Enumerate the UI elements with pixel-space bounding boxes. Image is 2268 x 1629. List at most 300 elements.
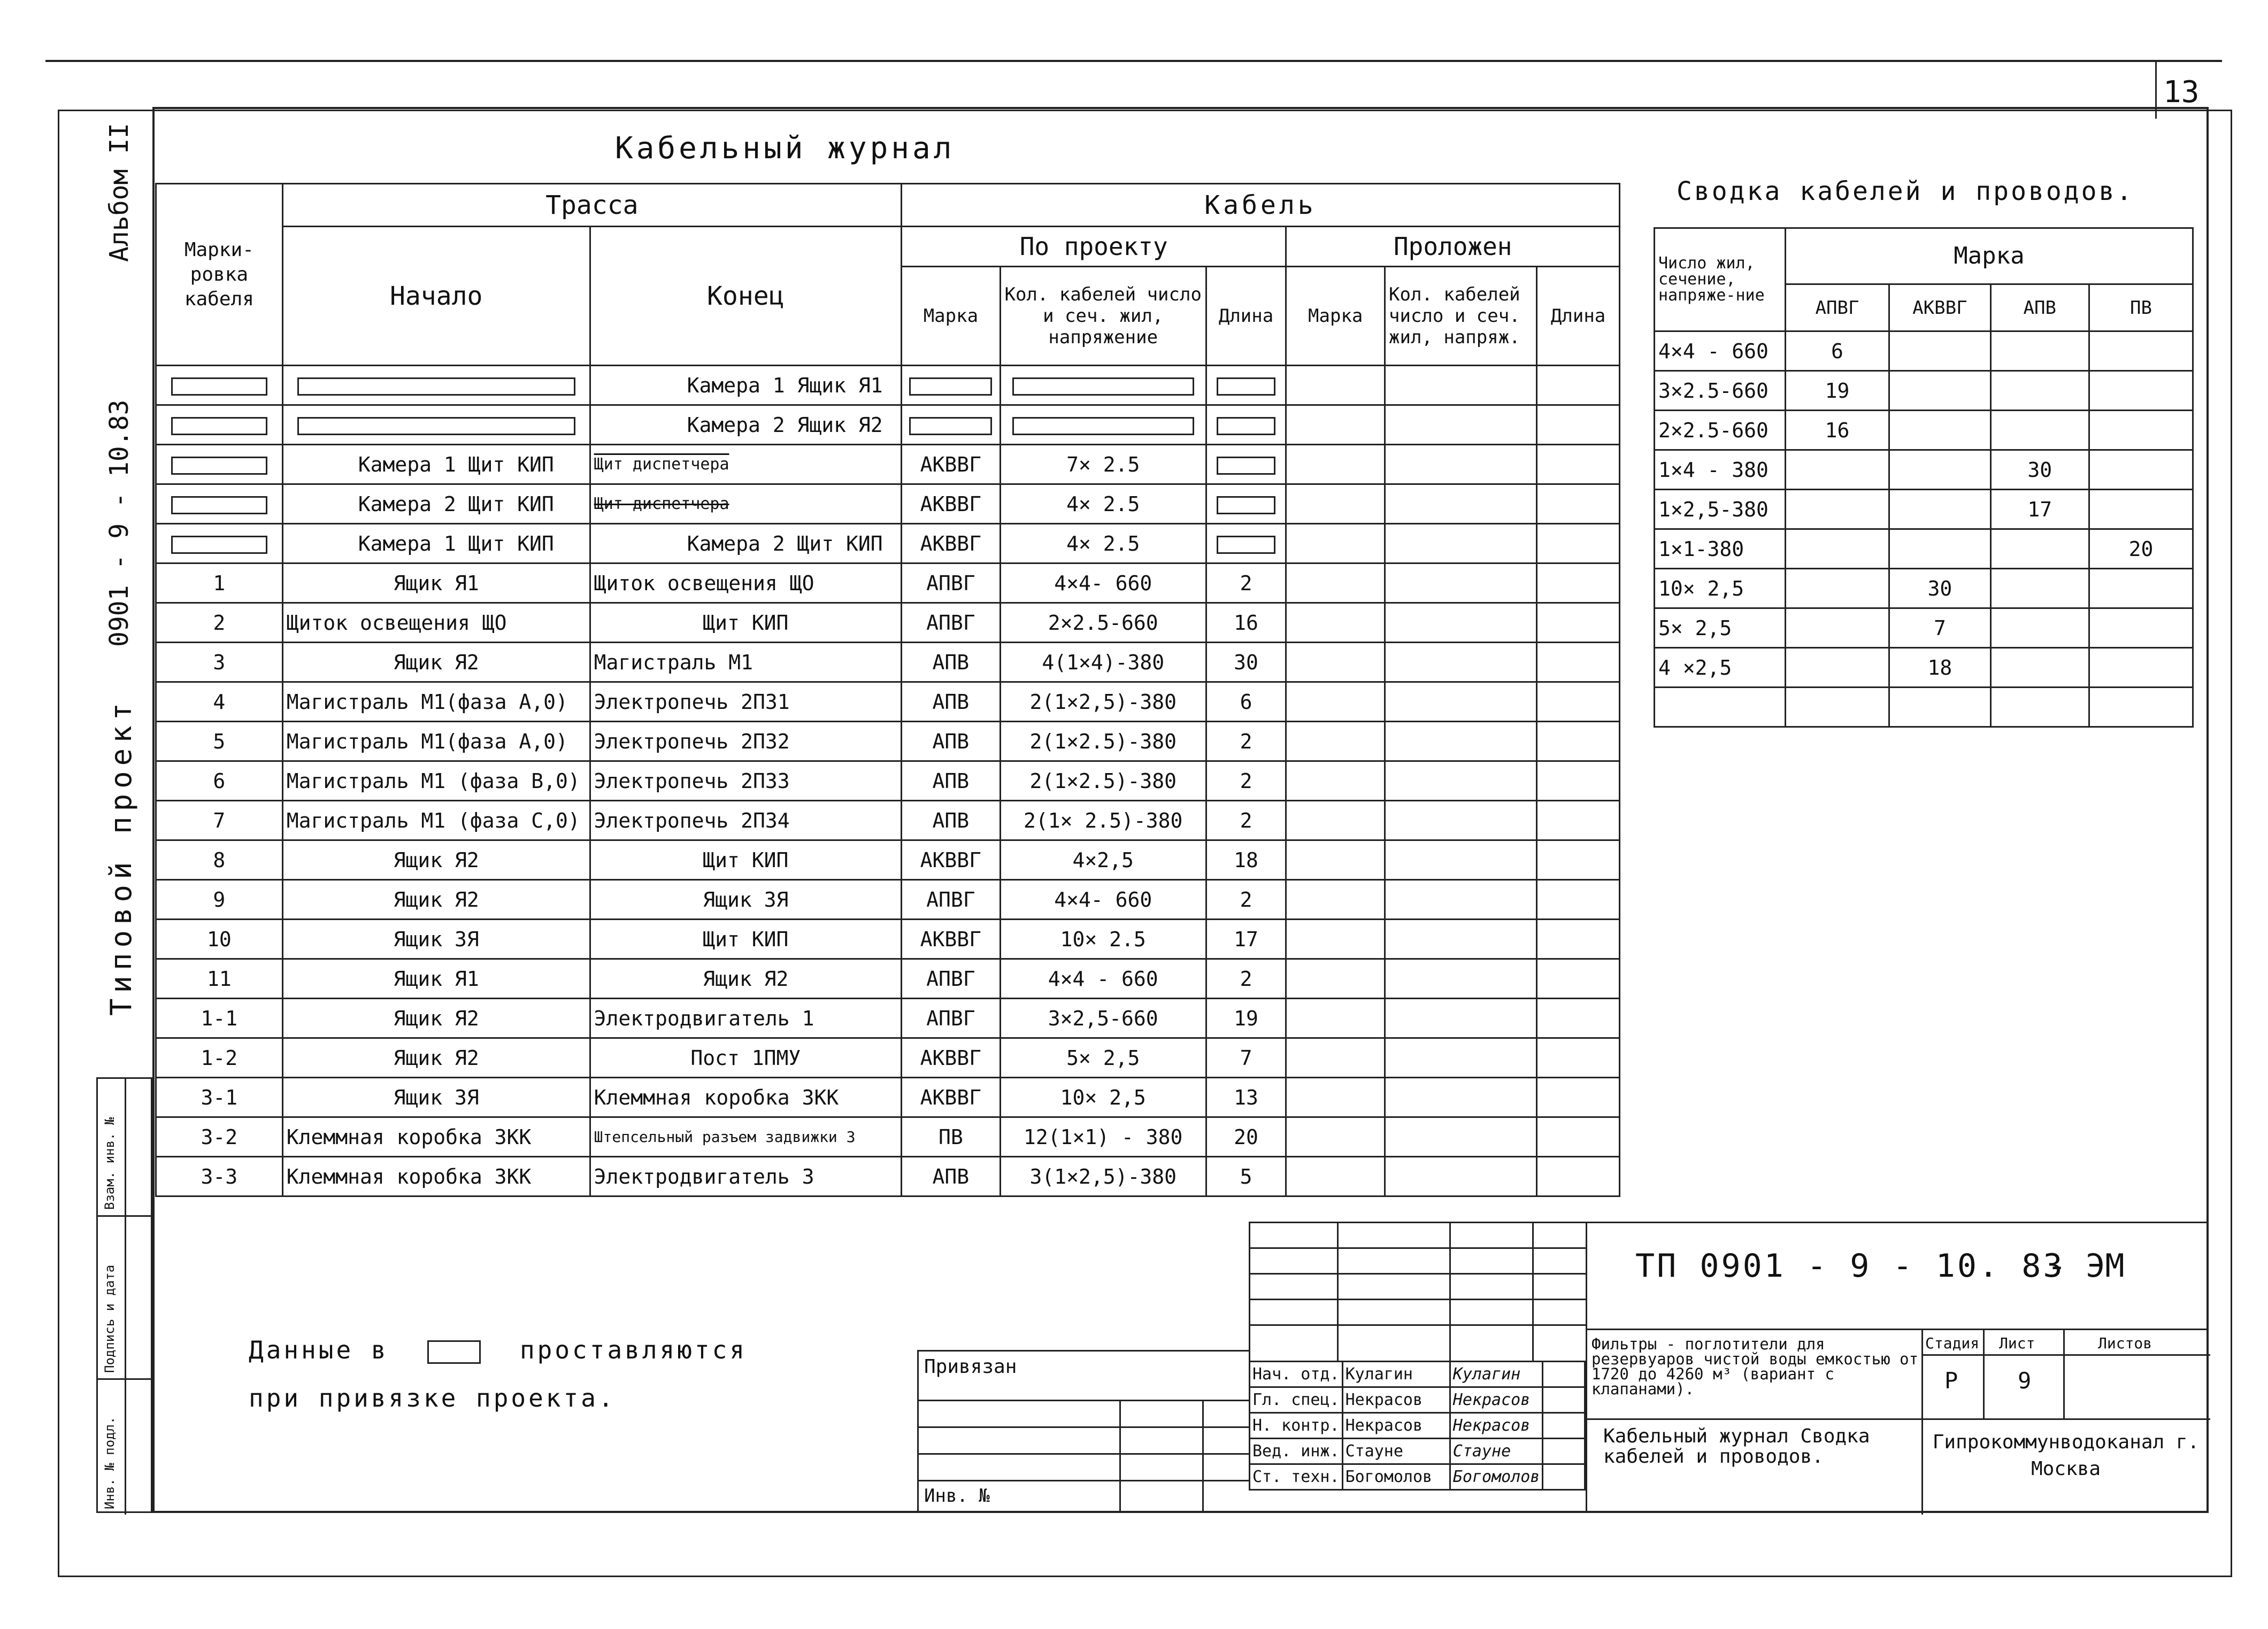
cell-count: 10× 2,5	[1000, 1078, 1206, 1117]
signer-name: Стауне	[1342, 1439, 1450, 1464]
signer-name: Кулагин	[1342, 1362, 1450, 1387]
side-album: Альбом II	[104, 122, 134, 262]
cell-count: 10× 2.5	[1000, 920, 1206, 959]
note-text-a: Данные в	[249, 1335, 389, 1364]
summary-row	[1655, 569, 2193, 608]
cell-start: Камера 2 Щит КИП	[282, 484, 590, 524]
cell-start: Клеммная коробка 3КК	[282, 1157, 590, 1196]
cell-mark: АКВВГ	[901, 1078, 1000, 1117]
signer-role: Ст. техн.	[1250, 1464, 1343, 1490]
cell-count: 2(1×2.5)-380	[1000, 761, 1206, 801]
cell-empty	[1286, 603, 1385, 643]
cell-empty	[1537, 959, 1620, 999]
table-row	[156, 603, 1620, 643]
summary-cell	[1889, 331, 1991, 371]
cell-empty	[1385, 682, 1537, 722]
cell-length: 13	[1206, 1078, 1286, 1117]
cell-empty	[1385, 603, 1537, 643]
doc-code-block	[1586, 1222, 2209, 1329]
placeholder-box	[297, 417, 575, 435]
header-laid: Проложен	[1286, 227, 1620, 267]
cell-mark: АКВВГ	[901, 445, 1000, 484]
summary-row-label: 1×4 - 380	[1655, 450, 1786, 490]
cell-length: 7	[1206, 1038, 1286, 1078]
cell-empty	[1286, 563, 1385, 603]
cell-length: 5	[1206, 1157, 1286, 1196]
signer-row	[1250, 1387, 1585, 1413]
cell-empty	[1537, 1157, 1620, 1196]
summary-cell	[1889, 450, 1991, 490]
table-row	[156, 801, 1620, 840]
cell-end: Камера 1 Ящик Я1	[590, 366, 901, 405]
cell-count: 7× 2.5	[1000, 445, 1206, 484]
summary-cell: 18	[1889, 648, 1991, 688]
signer-row	[1250, 1439, 1585, 1464]
cell-length: 2	[1206, 563, 1286, 603]
cell-mark: АПВГ	[901, 880, 1000, 920]
placeholder-box	[1217, 536, 1275, 554]
cell-end: Камера 2 Ящик Я2	[590, 405, 901, 445]
cell-id: 2	[156, 603, 283, 643]
object-description: Фильтры - поглотители для резервуаров чистой воды емкостью от 1720 до 4260 м³ (вариант с клапанами).	[1592, 1335, 1919, 1398]
summary-cell	[2089, 688, 2193, 727]
summary-row-label: 2×2.5-660	[1655, 411, 1786, 450]
cell-end: Магистраль М1	[590, 643, 901, 682]
cell-count: 4× 2.5	[1000, 524, 1206, 563]
cell-count: 2(1×2.5)-380	[1000, 722, 1206, 761]
cell-count: 3×2,5-660	[1000, 999, 1206, 1038]
cell-start: Ящик Я2	[282, 880, 590, 920]
summary-cell	[2089, 331, 2193, 371]
cell-empty	[1385, 1117, 1537, 1157]
placeholder-box	[909, 377, 992, 396]
cell-id: 7	[156, 801, 283, 840]
cell-end: Электропечь 2П31	[590, 682, 901, 722]
side-stamp-box	[96, 1077, 152, 1513]
cell-id: 9	[156, 880, 283, 920]
cell-empty	[1286, 761, 1385, 801]
summary-row	[1655, 688, 2193, 727]
table-row	[156, 999, 1620, 1038]
bound-block	[917, 1350, 1249, 1513]
signer-role: Гл. спец.	[1250, 1387, 1343, 1413]
side-code: 0901 - 9 - 10.83	[104, 399, 134, 647]
cell-empty	[1537, 563, 1620, 603]
cell-end: Щит КИП	[590, 920, 901, 959]
cell-end: Камера 2 Щит КИП	[590, 524, 901, 563]
signer-signature: Некрасов	[1450, 1387, 1543, 1413]
side-stamp-replace: Взам. инв. №	[102, 1117, 117, 1210]
cell-mark: АКВВГ	[901, 484, 1000, 524]
placeholder-box	[1217, 457, 1275, 475]
cell-count: 5× 2,5	[1000, 1038, 1206, 1078]
cell-end: Электропечь 2П33	[590, 761, 901, 801]
cell-empty	[1537, 999, 1620, 1038]
cell-length: 2	[1206, 801, 1286, 840]
sheet-title: Кабельный журнал Сводка кабелей и проводов.	[1603, 1425, 1870, 1468]
summary-cell	[1990, 569, 2089, 608]
doc-code: ТП 0901 - 9 - 10. 83	[1635, 1247, 2065, 1285]
doc-suffix: - ЭМ	[2047, 1247, 2125, 1285]
cell-start: Ящик Я2	[282, 999, 590, 1038]
cell-start: Ящик Я2	[282, 1038, 590, 1078]
cell-mark: АПВ	[901, 761, 1000, 801]
cell-start: Магистраль М1 (фаза С,0)	[282, 801, 590, 840]
cell-count: 4× 2.5	[1000, 484, 1206, 524]
cell-empty	[1537, 722, 1620, 761]
summary-cell	[1889, 490, 1991, 529]
cell-empty	[1286, 1117, 1385, 1157]
summary-cell	[1889, 529, 1991, 569]
summary-cell	[2089, 648, 2193, 688]
cell-empty	[1286, 1078, 1385, 1117]
summary-cell: 7	[1889, 608, 1991, 648]
cell-id: 8	[156, 840, 283, 880]
cell-count: 4×2,5	[1000, 840, 1206, 880]
cell-start: Магистраль М1(фаза А,0)	[282, 682, 590, 722]
header-length: Длина	[1206, 267, 1286, 366]
cell-id: 3-3	[156, 1157, 283, 1196]
side-stamp-inv: Инв. № подл.	[102, 1416, 117, 1509]
cell-length: 2	[1206, 761, 1286, 801]
header-end: Конец	[590, 227, 901, 366]
cell-count: 2×2.5-660	[1000, 603, 1206, 643]
placeholder-box	[1217, 496, 1275, 514]
summary-row-label: 5× 2,5	[1655, 608, 1786, 648]
cell-empty	[1286, 880, 1385, 920]
summary-row-label: 1×2,5-380	[1655, 490, 1786, 529]
summary-row	[1655, 450, 2193, 490]
cell-count: 4×4 - 660	[1000, 959, 1206, 999]
signer-row	[1250, 1464, 1585, 1490]
cell-id: 3	[156, 643, 283, 682]
cell-empty	[1385, 643, 1537, 682]
cell-mark: АКВВГ	[901, 524, 1000, 563]
cell-empty	[1385, 1078, 1537, 1117]
cell-mark: АКВВГ	[901, 840, 1000, 880]
placeholder-box	[1012, 417, 1194, 435]
summary-header-mark: Марка	[1785, 228, 2193, 284]
table-row	[156, 1038, 1620, 1078]
cell-empty	[1286, 1038, 1385, 1078]
table-row	[156, 682, 1620, 722]
cell-end: Электродвигатель 3	[590, 1157, 901, 1196]
header-cable: Кабель	[901, 184, 1619, 227]
cell-start: Ящик 3Я	[282, 920, 590, 959]
cell-id: 5	[156, 722, 283, 761]
cell-count: 3(1×2,5)-380	[1000, 1157, 1206, 1196]
table-row	[156, 840, 1620, 880]
placeholder-box	[1217, 417, 1275, 435]
cell-end: Пост 1ПМУ	[590, 1038, 901, 1078]
cell-mark: АКВВГ	[901, 920, 1000, 959]
summary-cell: 16	[1785, 411, 1889, 450]
cell-start: Щиток освещения ЩО	[282, 603, 590, 643]
summary-title: Сводка кабелей и проводов.	[1677, 176, 2134, 206]
summary-col-pv: ПВ	[2089, 284, 2193, 331]
summary-cell: 20	[2089, 529, 2193, 569]
cell-end: Электродвигатель 1	[590, 999, 901, 1038]
cell-empty	[1385, 722, 1537, 761]
cell-start: Ящик Я2	[282, 643, 590, 682]
summary-cell	[1785, 450, 1889, 490]
cell-mark: АПВ	[901, 682, 1000, 722]
cell-length: 19	[1206, 999, 1286, 1038]
summary-cell	[2089, 371, 2193, 411]
object-block	[1586, 1329, 2209, 1513]
summary-row	[1655, 411, 2193, 450]
cell-empty	[1286, 1157, 1385, 1196]
side-project: Типовой проект	[104, 697, 138, 1016]
cell-end: Электропечь 2П34	[590, 801, 901, 840]
cell-empty	[1286, 959, 1385, 999]
table-row	[156, 880, 1620, 920]
cell-empty	[1385, 840, 1537, 880]
signers-table	[1249, 1361, 1586, 1491]
cell-mark: АПВ	[901, 722, 1000, 761]
cell-length: 20	[1206, 1117, 1286, 1157]
summary-cell	[1990, 331, 2089, 371]
cell-mark: АПВГ	[901, 603, 1000, 643]
table-row	[156, 1078, 1620, 1117]
cable-journal-table	[155, 183, 1620, 1197]
cell-empty	[1286, 682, 1385, 722]
cell-id: 6	[156, 761, 283, 801]
inv-label: Инв. №	[924, 1485, 990, 1507]
table-row	[156, 722, 1620, 761]
table-row-boxed	[156, 524, 1620, 563]
placeholder-box	[171, 457, 267, 475]
cell-empty	[1537, 840, 1620, 880]
summary-header-params: Число жил, сечение, напряже-ние	[1655, 228, 1786, 331]
cell-empty	[1385, 1157, 1537, 1196]
summary-row-label: 3×2.5-660	[1655, 371, 1786, 411]
summary-row	[1655, 608, 2193, 648]
cell-id: 1-1	[156, 999, 283, 1038]
header-count: Кол. кабелей число и сеч. жил, напряжение	[1000, 267, 1206, 366]
table-row	[156, 1117, 1620, 1157]
cell-empty	[1286, 722, 1385, 761]
organization: Гипрокоммунводоканал г. Москва	[1932, 1431, 2200, 1480]
cell-empty	[1385, 999, 1537, 1038]
cell-empty	[1543, 1464, 1585, 1490]
cell-empty	[1543, 1387, 1585, 1413]
cell-start: Камера 1 Щит КИП	[282, 524, 590, 563]
summary-cell	[1990, 529, 2089, 569]
table-row-boxed	[156, 366, 1620, 405]
summary-cell	[1785, 648, 1889, 688]
summary-row-label: 1×1-380	[1655, 529, 1786, 569]
cell-start: Магистраль М1(фаза А,0)	[282, 722, 590, 761]
signer-role: Н. контр.	[1250, 1413, 1343, 1439]
note	[249, 1326, 747, 1422]
cell-end: Щиток освещения ЩО	[590, 563, 901, 603]
table-row	[156, 959, 1620, 999]
placeholder-box	[909, 417, 992, 435]
summary-cell	[1990, 608, 2089, 648]
summary-col-apv: АПВ	[1990, 284, 2089, 331]
cell-mark: АПВГ	[901, 999, 1000, 1038]
cell-length: 2	[1206, 722, 1286, 761]
cell-end: Ящик Я2	[590, 959, 901, 999]
cell-start: Клеммная коробка 3КК	[282, 1117, 590, 1157]
signer-signature: Кулагин	[1450, 1362, 1543, 1387]
cell-id: 4	[156, 682, 283, 722]
summary-cell: 19	[1785, 371, 1889, 411]
cell-end: Щит КИП	[590, 840, 901, 880]
cell-mark: АПВ	[901, 643, 1000, 682]
signer-name: Богомолов	[1342, 1464, 1450, 1490]
cell-empty	[1385, 761, 1537, 801]
cell-empty	[1385, 1038, 1537, 1078]
cell-empty	[1537, 920, 1620, 959]
cell-id: 3-1	[156, 1078, 283, 1117]
summary-cell: 30	[1889, 569, 1991, 608]
table-row	[156, 761, 1620, 801]
cell-id: 3-2	[156, 1117, 283, 1157]
cell-count: 2(1× 2.5)-380	[1000, 801, 1206, 840]
placeholder-box	[1012, 377, 1194, 396]
sheets-header: Листов	[2098, 1334, 2152, 1352]
signer-signature: Богомолов	[1450, 1464, 1543, 1490]
cell-empty	[1385, 920, 1537, 959]
note-text-c: при привязке проекта.	[249, 1384, 616, 1412]
summary-cell: 6	[1785, 331, 1889, 371]
cell-empty	[1537, 603, 1620, 643]
cell-count: 12(1×1) - 380	[1000, 1117, 1206, 1157]
cell-end: Электропечь 2П32	[590, 722, 901, 761]
cell-empty	[1537, 801, 1620, 840]
cell-empty	[1385, 563, 1537, 603]
table-row-boxed	[156, 445, 1620, 484]
cell-length: 18	[1206, 840, 1286, 880]
cell-length: 2	[1206, 880, 1286, 920]
cell-end: Щит диспетчера	[590, 484, 901, 524]
header-marking: Марки-ровка кабеля	[156, 184, 283, 366]
table-row	[156, 920, 1620, 959]
summary-cell	[1889, 688, 1991, 727]
cell-end: Штепсельный разъем задвижки 3	[590, 1117, 901, 1157]
summary-cell	[1990, 648, 2089, 688]
summary-cell	[1785, 569, 1889, 608]
cell-empty	[1537, 1117, 1620, 1157]
cell-empty	[1286, 643, 1385, 682]
bound-label: Привязан	[924, 1356, 1017, 1378]
signer-row	[1250, 1413, 1585, 1439]
stamp-grid	[1249, 1222, 1586, 1361]
cell-end: Ящик 3Я	[590, 880, 901, 920]
signer-name: Некрасов	[1342, 1413, 1450, 1439]
summary-cell: 17	[1990, 490, 2089, 529]
cell-empty	[1385, 880, 1537, 920]
cell-length: 2	[1206, 959, 1286, 999]
summary-cell	[1990, 688, 2089, 727]
cell-mark: ПВ	[901, 1117, 1000, 1157]
summary-row	[1655, 331, 2193, 371]
cell-empty	[1537, 1038, 1620, 1078]
placeholder-box	[1217, 377, 1275, 396]
signer-name: Некрасов	[1342, 1387, 1450, 1413]
journal-title: Кабельный журнал	[615, 131, 955, 166]
cell-count: 4×4- 660	[1000, 880, 1206, 920]
page-number: 13	[2163, 75, 2200, 110]
cell-start: Ящик 3Я	[282, 1078, 590, 1117]
cell-id: 11	[156, 959, 283, 999]
summary-cell	[2089, 411, 2193, 450]
placeholder-box	[171, 496, 267, 514]
placeholder-box	[171, 377, 267, 396]
cell-mark: АПВ	[901, 1157, 1000, 1196]
cell-count: 4(1×4)-380	[1000, 643, 1206, 682]
header-trassa: Трасса	[282, 184, 901, 227]
cell-empty	[1537, 1078, 1620, 1117]
summary-row-label: 10× 2,5	[1655, 569, 1786, 608]
cell-id: 1	[156, 563, 283, 603]
header-start: Начало	[282, 227, 590, 366]
summary-cell	[1889, 411, 1991, 450]
table-row-boxed	[156, 405, 1620, 445]
sheet-header: Лист	[1999, 1334, 2035, 1352]
table-row	[156, 643, 1620, 682]
cell-end: Щит диспетчера	[590, 445, 901, 484]
summary-row-label: 4 ×2,5	[1655, 648, 1786, 688]
table-row	[156, 563, 1620, 603]
placeholder-box	[297, 377, 575, 396]
cell-empty	[1537, 761, 1620, 801]
cell-length: 6	[1206, 682, 1286, 722]
cell-mark: АПВГ	[901, 563, 1000, 603]
cell-empty	[1286, 801, 1385, 840]
placeholder-box	[171, 536, 267, 554]
cell-empty	[1286, 999, 1385, 1038]
summary-col-akvvg: АКВВГ	[1889, 284, 1991, 331]
cell-start: Камера 1 Щит КИП	[282, 445, 590, 484]
header-by-project: По проекту	[901, 227, 1286, 267]
cell-empty	[1537, 643, 1620, 682]
summary-cell	[2089, 608, 2193, 648]
summary-cell	[1785, 688, 1889, 727]
table-row	[156, 1157, 1620, 1196]
cell-start: Ящик Я1	[282, 959, 590, 999]
cell-start: Ящик Я2	[282, 840, 590, 880]
summary-row	[1655, 490, 2193, 529]
summary-row-label: 4×4 - 660	[1655, 331, 1786, 371]
sheet-value: 9	[2018, 1368, 2032, 1394]
cell-start: Магистраль М1 (фаза В,0)	[282, 761, 590, 801]
summary-row	[1655, 529, 2193, 569]
signer-role: Нач. отд.	[1250, 1362, 1343, 1387]
signer-role: Вед. инж.	[1250, 1439, 1343, 1464]
cell-empty	[1543, 1362, 1585, 1387]
summary-cell	[1990, 411, 2089, 450]
summary-cell	[1785, 608, 1889, 648]
note-text-b: проставляются	[519, 1335, 747, 1364]
summary-cell	[1785, 529, 1889, 569]
summary-row	[1655, 371, 2193, 411]
summary-cell	[2089, 490, 2193, 529]
signer-signature: Стауне	[1450, 1439, 1543, 1464]
header-length-laid: Длина	[1537, 267, 1620, 366]
summary-table	[1654, 227, 2194, 728]
summary-cell	[2089, 569, 2193, 608]
cell-mark: АПВ	[901, 801, 1000, 840]
summary-cell	[1990, 371, 2089, 411]
header-mark-laid: Марка	[1286, 267, 1385, 366]
placeholder-box	[427, 1340, 481, 1364]
cell-empty	[1385, 801, 1537, 840]
cell-empty	[1286, 920, 1385, 959]
signer-row	[1250, 1362, 1585, 1387]
